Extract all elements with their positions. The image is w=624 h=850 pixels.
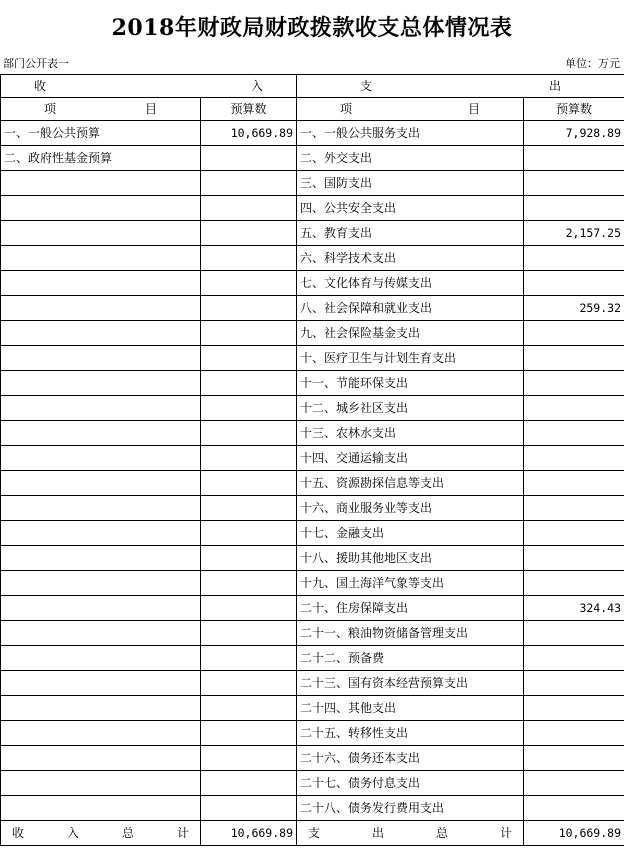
income-item-cell: 一、一般公共预算 xyxy=(1,121,201,146)
expense-value-cell xyxy=(524,621,624,646)
table-row xyxy=(1,271,624,296)
expense-item-cell: 十一、节能环保支出 xyxy=(297,371,524,396)
income-item-cell xyxy=(1,796,201,821)
expense-item-cell: 九、社会保险基金支出 xyxy=(297,321,524,346)
table-row xyxy=(1,546,624,571)
expense-value-cell xyxy=(524,696,624,721)
table-row xyxy=(1,196,624,221)
income-value-cell xyxy=(201,421,297,446)
table-row xyxy=(1,471,624,496)
income-item-cell xyxy=(1,696,201,721)
income-value-cell xyxy=(201,596,297,621)
income-item-cell xyxy=(1,371,201,396)
income-item-cell xyxy=(1,421,201,446)
expense-item-cell: 十、医疗卫生与计划生育支出 xyxy=(297,346,524,371)
expense-value-cell xyxy=(524,346,624,371)
expense-value-cell xyxy=(524,721,624,746)
income-item-cell xyxy=(1,496,201,521)
expense-value-cell xyxy=(524,571,624,596)
expense-item-cell: 六、科学技术支出 xyxy=(297,246,524,271)
income-item-cell xyxy=(1,246,201,271)
expense-item-cell: 五、教育支出 xyxy=(297,221,524,246)
expense-value-cell xyxy=(524,471,624,496)
income-value-cell xyxy=(201,496,297,521)
income-item-cell xyxy=(1,446,201,471)
income-item-cell xyxy=(1,746,201,771)
expense-value-cell xyxy=(524,146,624,171)
table-row xyxy=(1,421,624,446)
income-value-cell xyxy=(201,696,297,721)
expense-value-cell xyxy=(524,271,624,296)
income-value-cell xyxy=(201,771,297,796)
income-item-cell xyxy=(1,646,201,671)
table-row xyxy=(1,446,624,471)
expense-value-cell xyxy=(524,371,624,396)
income-item-header: 项 目 xyxy=(1,98,201,121)
income-value-cell xyxy=(201,471,297,496)
table-row xyxy=(1,296,624,321)
expense-value-cell xyxy=(524,771,624,796)
table-row xyxy=(1,721,624,746)
income-value-cell xyxy=(201,646,297,671)
expense-item-header: 项 目 xyxy=(297,98,524,121)
table-row xyxy=(1,221,624,246)
table-row xyxy=(1,171,624,196)
income-value-cell xyxy=(201,346,297,371)
totals-row xyxy=(1,821,624,846)
expense-item-cell: 七、文化体育与传媒支出 xyxy=(297,271,524,296)
income-value-cell xyxy=(201,621,297,646)
table-row xyxy=(1,696,624,721)
page-title: 2018年财政局财政拨款收支总体情况表 xyxy=(111,15,513,41)
expense-value-cell xyxy=(524,521,624,546)
expense-item-cell: 十三、农林水支出 xyxy=(297,421,524,446)
table-row xyxy=(1,246,624,271)
income-item-cell xyxy=(1,671,201,696)
expense-value-cell xyxy=(524,746,624,771)
expense-item-cell: 八、社会保障和就业支出 xyxy=(297,296,524,321)
budget-table xyxy=(0,74,624,846)
expense-value-cell: 7,928.89 xyxy=(524,121,624,146)
expense-item-cell: 二十八、债务发行费用支出 xyxy=(297,796,524,821)
expense-value-cell: 324.43 xyxy=(524,596,624,621)
income-section-header: 收 入 xyxy=(1,75,297,98)
table-row xyxy=(1,671,624,696)
table-row xyxy=(1,571,624,596)
income-item-cell: 二、政府性基金预算 xyxy=(1,146,201,171)
income-value-cell xyxy=(201,321,297,346)
income-total-label: 收 入 总 计 xyxy=(1,821,201,846)
income-item-cell xyxy=(1,621,201,646)
expense-item-cell: 十八、援助其他地区支出 xyxy=(297,546,524,571)
income-value-cell xyxy=(201,146,297,171)
income-value-cell xyxy=(201,671,297,696)
expense-budget-header: 预算数 xyxy=(524,98,624,121)
income-value-cell: 10,669.89 xyxy=(201,121,297,146)
income-value-cell xyxy=(201,721,297,746)
income-item-cell xyxy=(1,471,201,496)
table-row xyxy=(1,621,624,646)
expense-value-cell xyxy=(524,246,624,271)
income-value-cell xyxy=(201,796,297,821)
expense-value-cell: 2,157.25 xyxy=(524,221,624,246)
income-value-cell xyxy=(201,371,297,396)
table-row xyxy=(1,746,624,771)
expense-item-cell: 二十三、国有资本经营预算支出 xyxy=(297,671,524,696)
expense-item-cell: 十五、资源勘探信息等支出 xyxy=(297,471,524,496)
expense-value-cell xyxy=(524,446,624,471)
income-value-cell xyxy=(201,571,297,596)
income-value-cell xyxy=(201,296,297,321)
expense-value-cell xyxy=(524,496,624,521)
income-item-cell xyxy=(1,346,201,371)
income-item-cell xyxy=(1,721,201,746)
income-item-cell xyxy=(1,521,201,546)
expense-item-cell: 二十五、转移性支出 xyxy=(297,721,524,746)
table-row xyxy=(1,521,624,546)
expense-value-cell xyxy=(524,396,624,421)
income-item-cell xyxy=(1,321,201,346)
unit-label: 单位：万元 xyxy=(565,57,620,70)
table-row xyxy=(1,396,624,421)
income-value-cell xyxy=(201,396,297,421)
expense-value-cell xyxy=(524,196,624,221)
income-total-value: 10,669.89 xyxy=(201,821,297,846)
table-row xyxy=(1,321,624,346)
table-row xyxy=(1,596,624,621)
expense-item-cell: 十二、城乡社区支出 xyxy=(297,396,524,421)
expense-section-header: 支 出 xyxy=(297,75,624,98)
income-value-cell xyxy=(201,196,297,221)
table-row xyxy=(1,121,624,146)
expense-item-cell: 四、公共安全支出 xyxy=(297,196,524,221)
income-item-cell xyxy=(1,271,201,296)
expense-value-cell xyxy=(524,321,624,346)
income-value-cell xyxy=(201,271,297,296)
table-row xyxy=(1,796,624,821)
section-header-row xyxy=(1,75,624,98)
expense-item-cell: 三、国防支出 xyxy=(297,171,524,196)
table-row xyxy=(1,346,624,371)
expense-item-cell: 二十四、其他支出 xyxy=(297,696,524,721)
form-label: 部门公开表一 xyxy=(3,57,69,70)
income-value-cell xyxy=(201,521,297,546)
table-row xyxy=(1,771,624,796)
expense-value-cell xyxy=(524,421,624,446)
income-item-cell xyxy=(1,571,201,596)
expense-value-cell xyxy=(524,546,624,571)
expense-value-cell: 259.32 xyxy=(524,296,624,321)
expense-item-cell: 二十一、粮油物资储备管理支出 xyxy=(297,621,524,646)
income-budget-header: 预算数 xyxy=(201,98,297,121)
income-item-cell xyxy=(1,171,201,196)
expense-item-cell: 十六、商业服务业等支出 xyxy=(297,496,524,521)
income-value-cell xyxy=(201,546,297,571)
table-row xyxy=(1,146,624,171)
income-item-cell xyxy=(1,196,201,221)
income-value-cell xyxy=(201,246,297,271)
table-row xyxy=(1,371,624,396)
expense-value-cell xyxy=(524,671,624,696)
expense-item-cell: 二十、住房保障支出 xyxy=(297,596,524,621)
expense-item-cell: 二十六、债务还本支出 xyxy=(297,746,524,771)
expense-value-cell xyxy=(524,796,624,821)
income-value-cell xyxy=(201,221,297,246)
expense-item-cell: 一、一般公共服务支出 xyxy=(297,121,524,146)
income-item-cell xyxy=(1,546,201,571)
expense-item-cell: 二十七、债务付息支出 xyxy=(297,771,524,796)
column-header-row xyxy=(1,98,624,121)
income-value-cell xyxy=(201,446,297,471)
table-row xyxy=(1,496,624,521)
expense-total-label: 支 出 总 计 xyxy=(297,821,524,846)
expense-item-cell: 二十二、预备费 xyxy=(297,646,524,671)
income-item-cell xyxy=(1,596,201,621)
table-row xyxy=(1,646,624,671)
income-item-cell xyxy=(1,296,201,321)
income-value-cell xyxy=(201,746,297,771)
expense-item-cell: 十四、交通运输支出 xyxy=(297,446,524,471)
expense-value-cell xyxy=(524,171,624,196)
expense-item-cell: 十九、国土海洋气象等支出 xyxy=(297,571,524,596)
expense-item-cell: 十七、金融支出 xyxy=(297,521,524,546)
income-item-cell xyxy=(1,396,201,421)
expense-total-value: 10,669.89 xyxy=(524,821,624,846)
expense-value-cell xyxy=(524,646,624,671)
income-value-cell xyxy=(201,171,297,196)
expense-item-cell: 二、外交支出 xyxy=(297,146,524,171)
income-item-cell xyxy=(1,221,201,246)
income-item-cell xyxy=(1,771,201,796)
